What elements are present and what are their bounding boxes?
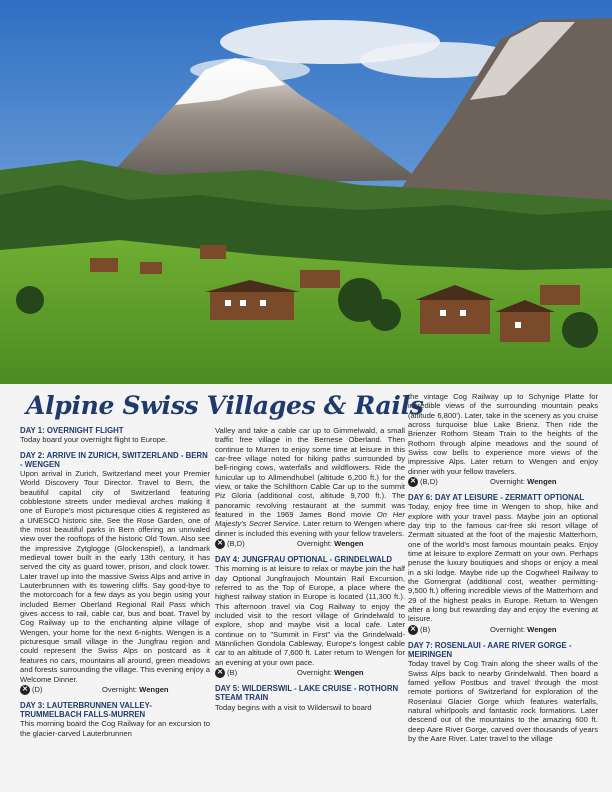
cutlery-icon: ✕: [20, 685, 30, 695]
day-5-text-part1: Today begins with a visit to Wilderswil to board: [215, 702, 372, 712]
day-6-overnight: Overnight: Wengen: [490, 624, 557, 634]
day-5-heading: DAY 5: WILDERSWIL - LAKE CRUISE - ROTHORN STEAM TRAIN: [215, 684, 399, 703]
day-3-meals: (B,D): [227, 539, 245, 549]
cutlery-icon: ✕: [408, 477, 418, 487]
day-2-overnight: Overnight: Wengen: [102, 684, 169, 694]
day-4-meals: (B): [227, 668, 238, 678]
day-7-heading: DAY 7: ROSENLAUI - AARE RIVER GORGE - MEIRINGEN: [408, 640, 572, 659]
day-5-meals: (B,D): [420, 477, 438, 487]
column-1: [20, 426, 210, 738]
day-4-meals-row: [215, 668, 405, 678]
day-6-meals: (B): [420, 624, 431, 634]
day-2-heading: DAY 2: ARRIVE IN ZURICH, SWITZERLAND - BERN - WENGEN: [20, 450, 208, 469]
day-4-heading: DAY 4: JUNGFRAU OPTIONAL - GRINDELWALD: [215, 555, 393, 565]
day-2-meals: (D): [32, 684, 43, 694]
day-3-meals-row: [215, 539, 405, 549]
day-5-text-part2: the vintage Cog Railway up to Schynige Platte for incredible views of the surrounding mountain peaks (altitude 6,800'). Later, take in the scenery as you cruise across turquoise blue Lake Brienz. Then ride the Brienzer Rothorn Steam Train to the heights of the Rothorn through alpine meadows and the sound of Swiss cow bells to experience more views of the impressive Alps. Later return to Wengen and enjoy dinner with your fellow travelers.: [408, 392, 598, 476]
hero-photo: [0, 0, 612, 384]
cutlery-icon: ✕: [215, 539, 225, 549]
day-2-meals-row: [20, 685, 210, 695]
day-5-overnight: Overnight: Wengen: [490, 477, 557, 487]
day-6-text: Today, enjoy free time in Wengen to shop, hike and explore with your travel pass. Maybe join an optional day trip to the famous car-free ski resort village of Zermatt situated at the foot of the majestic Matterhorn, one of the world's most famous mountain peaks. Enjoy time at leisure to explore Zermatt on your own. Perhaps peruse the luxury boutiques and shops or enjoy a meal in a ski lodge. Maybe ride up the Cogwheel Railway to the Gornergrat (additional cost, weather permitting-9,500 ft.) offering incredible views of the Matterhorn and 29 of the highest peaks in Europe. Return to Wengen after a long but rewarding day and enjoy the evening at leisure.: [408, 502, 598, 624]
day-7-text: Today travel by Cog Train along the sheer walls of the Swiss Alps back to nearby Grindelwald. Then board a famed yellow Postbus and travel through the most remote portions of Switzerland for exploration of the Rosenlaui Glacier Gorge which features waterfalls, natural whirlpools and fantastic rock formations. Later descend out of the mountains to the amazing 600 ft. deep Aare River Gorge, carved over thousands of years by the Aare River. Later travel to the village: [408, 659, 598, 743]
day-1-heading: DAY 1: OVERNIGHT FLIGHT: [20, 426, 124, 435]
day-6-meals-row: [408, 625, 598, 635]
day-6-heading: DAY 6: DAY AT LEISURE - ZERMATT OPTIONAL: [408, 493, 585, 503]
day-2-text: Upon arrival in Zurich, Switzerland meet your Premier World Discovery Tour Director. Travel to Bern, the beautiful capital city of Switzerland featuring cobblestone streets under medieval arches making it one of Europe's most picturesque cities & registered as a UNESCO historic site. See the Rose Garden, one of the most beautiful parks in Bern offering an unrivaled view over the rooftops of the historic Old Town. Also see the impressive Zytglogge (Glockenspiel), a landmark medieval tower built in the early 13th century, it has served the city as guard tower, prison, and clock tower. Later travel up into the massive Swiss Alps and arrive in Lauterbrunnen with its towering cliffs. Say good-bye to the motorcoach for a few days as you begin using your included Berner Oberland Regional Rail Pass which gives access to rail, cable car, bus and boat. Travel by Cog Railway up to the enchanting alpine village of Wengen, your home for the next 6-nights. Wengen is a picturesque small village in the Jungfrau region and could represent the Swiss Alps on postcard as it features no cars, mountains all around, green meadows and forests surrounding the village. This evening enjoy a Welcome Dinner.: [20, 468, 210, 684]
day-3-text-part1: This morning board the Cog Railway for an excursion to the glacier-carved Lauterbrunnen: [20, 719, 210, 738]
day-3-text-part2: Valley and take a cable car up to Gimmelwald, a small traffic free village in the Bernese Oberland. Then continue to Murren to enjoy some time at leisure in this car-free village noted for hiking paths surrounded by bell-ringing cows, waterfalls and wildflowers. Ride the funicular up to Allmendhubel (altitude 6,200 ft.) for the view, or take the Schilthorn Cable Car up to the summit Piz Gloria (additional cost, altitude 9,700 ft.). The panoramic revolving restaurant at the summit was featured in the 1969 James Bond movie On Her Majesty's Secret Service. Later return to Wengen where dinner is included this evening with your fellow travelers.: [215, 426, 405, 538]
page-title: Alpine Swiss Villages & Rails: [26, 391, 424, 420]
cutlery-icon: ✕: [215, 668, 225, 678]
day-3-heading: DAY 3: LAUTERBRUNNEN VALLEY-TRUMMELBACH FALLS-MURREN: [20, 700, 152, 720]
day-3-overnight: Overnight: Wengen: [297, 539, 364, 549]
day-4-text: This morning is at leisure to relax or maybe join the half day Optional Jungfraujoch Mountain Rail Excursion, referred to as the Top of Europe, a place where the highest railway station in Europe is located (11,300 ft.). This afternoon travel via Cog Railway to enjoy the included visit to the resort village of Grindelwald to explore, shop and maybe visit a local cafe. Later continue on to "Summit in First" via the Grindelwald-Männlichen Gondola Cableway, Europe's longest cable car to an altitude of 7,600 ft. Later return to Wengen for an evening at your own pace.: [215, 564, 405, 667]
column-3: [408, 392, 598, 743]
day-5-meals-row: [408, 477, 598, 487]
day-1-text: Today board your overnight flight to Europe.: [20, 435, 168, 445]
day-4-overnight: Overnight: Wengen: [297, 668, 364, 678]
column-2: [215, 426, 405, 712]
cutlery-icon: ✕: [408, 625, 418, 635]
